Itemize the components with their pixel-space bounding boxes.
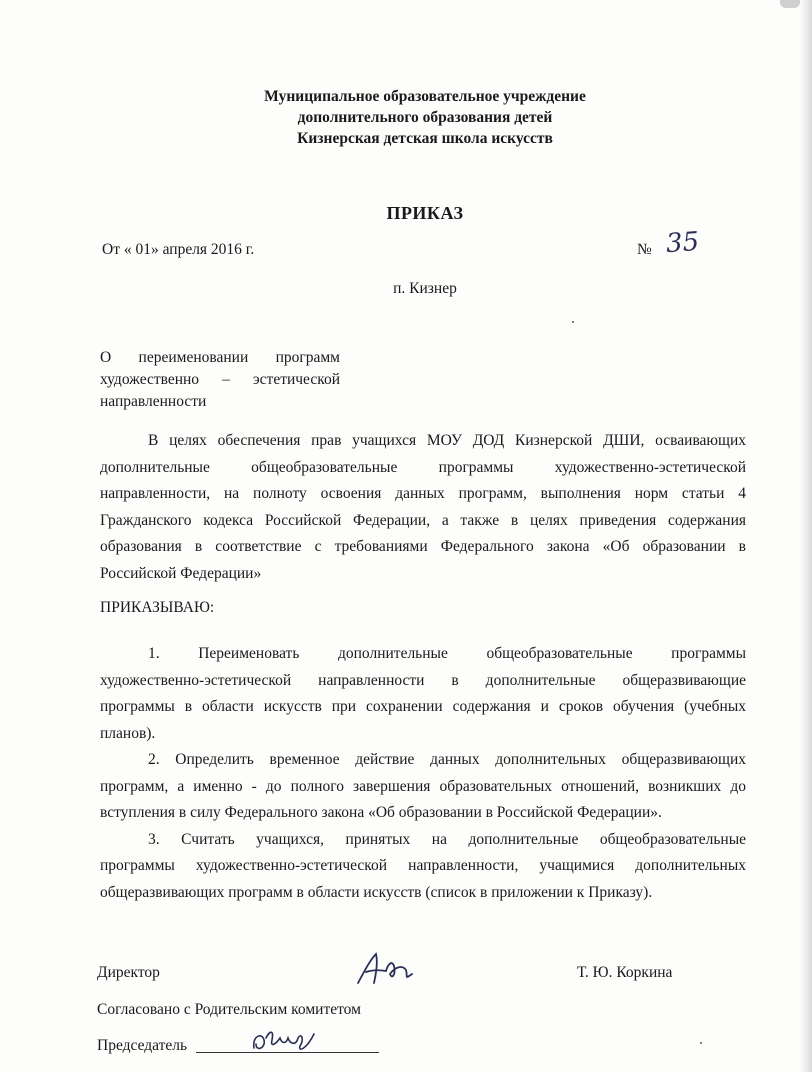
subject-line-3: направленности (100, 393, 207, 410)
item-line: программы художественно-эстетической направленности, учащимися дополнительных (100, 857, 746, 874)
chair-signature (248, 1026, 320, 1058)
preamble-line: Российской Федерации» (100, 564, 262, 582)
preamble-line: В целях обеспечения прав учащихся МОУ ДОД Кизнерской ДШИ, осваивающих (148, 432, 746, 449)
director-signature (354, 950, 416, 988)
item-line: 3. Считать учащихся, принятых на дополнительные общеобразовательные (148, 830, 746, 848)
scan-speck (700, 1042, 702, 1044)
scan-speck (572, 321, 574, 323)
order-word: ПРИКАЗЫВАЮ: (100, 599, 215, 616)
director-label: Директор (97, 964, 160, 981)
item-line: общеразвивающих программ в области искусств (список в приложении к Приказу). (100, 883, 653, 901)
document-title: ПРИКАЗ (386, 203, 464, 223)
chair-label: Председатель (97, 1037, 188, 1054)
order-number-label: № (637, 241, 652, 258)
item-line: программы в области искусств при сохранении содержания и сроков обучения (учебных (100, 698, 746, 715)
scan-edge-shadow (798, 0, 812, 1072)
preamble-line: направленности, на полноту освоения данных программ, выполнения норм статьи 4 (100, 485, 746, 502)
header-line-1: Муниципальное образовательное учреждение (264, 88, 586, 105)
order-items (100, 641, 746, 906)
item-line: художественно-эстетической направленности в дополнительные общеразвивающие (100, 671, 746, 689)
item-line: 2. Определить временное действие данных дополнительных общеразвивающих (148, 751, 746, 768)
subject-line-1: О переименовании программ (100, 349, 340, 366)
order-date: От « 01» апреля 2016 г. (102, 241, 255, 258)
order-subject (100, 347, 340, 413)
preamble-line: Гражданского кодекса Российской Федерации, а также в целях приведения содержания (100, 511, 746, 529)
item-line: программ, а именно - до полного завершения образовательных отношений, возникших до (100, 777, 746, 795)
header-line-3: Кизнерская детская школа искусств (297, 130, 553, 147)
subject-line-2: художественно – эстетической (100, 371, 340, 388)
preamble-line: образования в соответствие с требованиями Федерального закона «Об образовании в (100, 538, 746, 555)
order-item-1 (100, 641, 746, 747)
order-item-3 (100, 827, 746, 907)
institution-header (100, 86, 750, 149)
preamble-paragraph (100, 428, 746, 587)
order-number-handwritten: 35 (664, 226, 701, 260)
order-item-2 (100, 747, 746, 827)
preamble-line: дополнительные общеобразовательные программы художественно-эстетической (100, 458, 746, 476)
item-line: 1. Переименовать дополнительные общеобразовательные программы (148, 645, 746, 662)
header-line-2: дополнительного образования детей (297, 109, 553, 126)
item-line: вступления в силу Федерального закона «Об образовании в Российской Федерации». (100, 804, 662, 821)
item-line: планов). (100, 724, 156, 742)
scan-mark (780, 0, 800, 8)
place-name: п. Кизнер (393, 280, 457, 297)
director-name: Т. Ю. Коркина (577, 964, 673, 981)
approval-note: Согласовано с Родительским комитетом (97, 1001, 361, 1018)
